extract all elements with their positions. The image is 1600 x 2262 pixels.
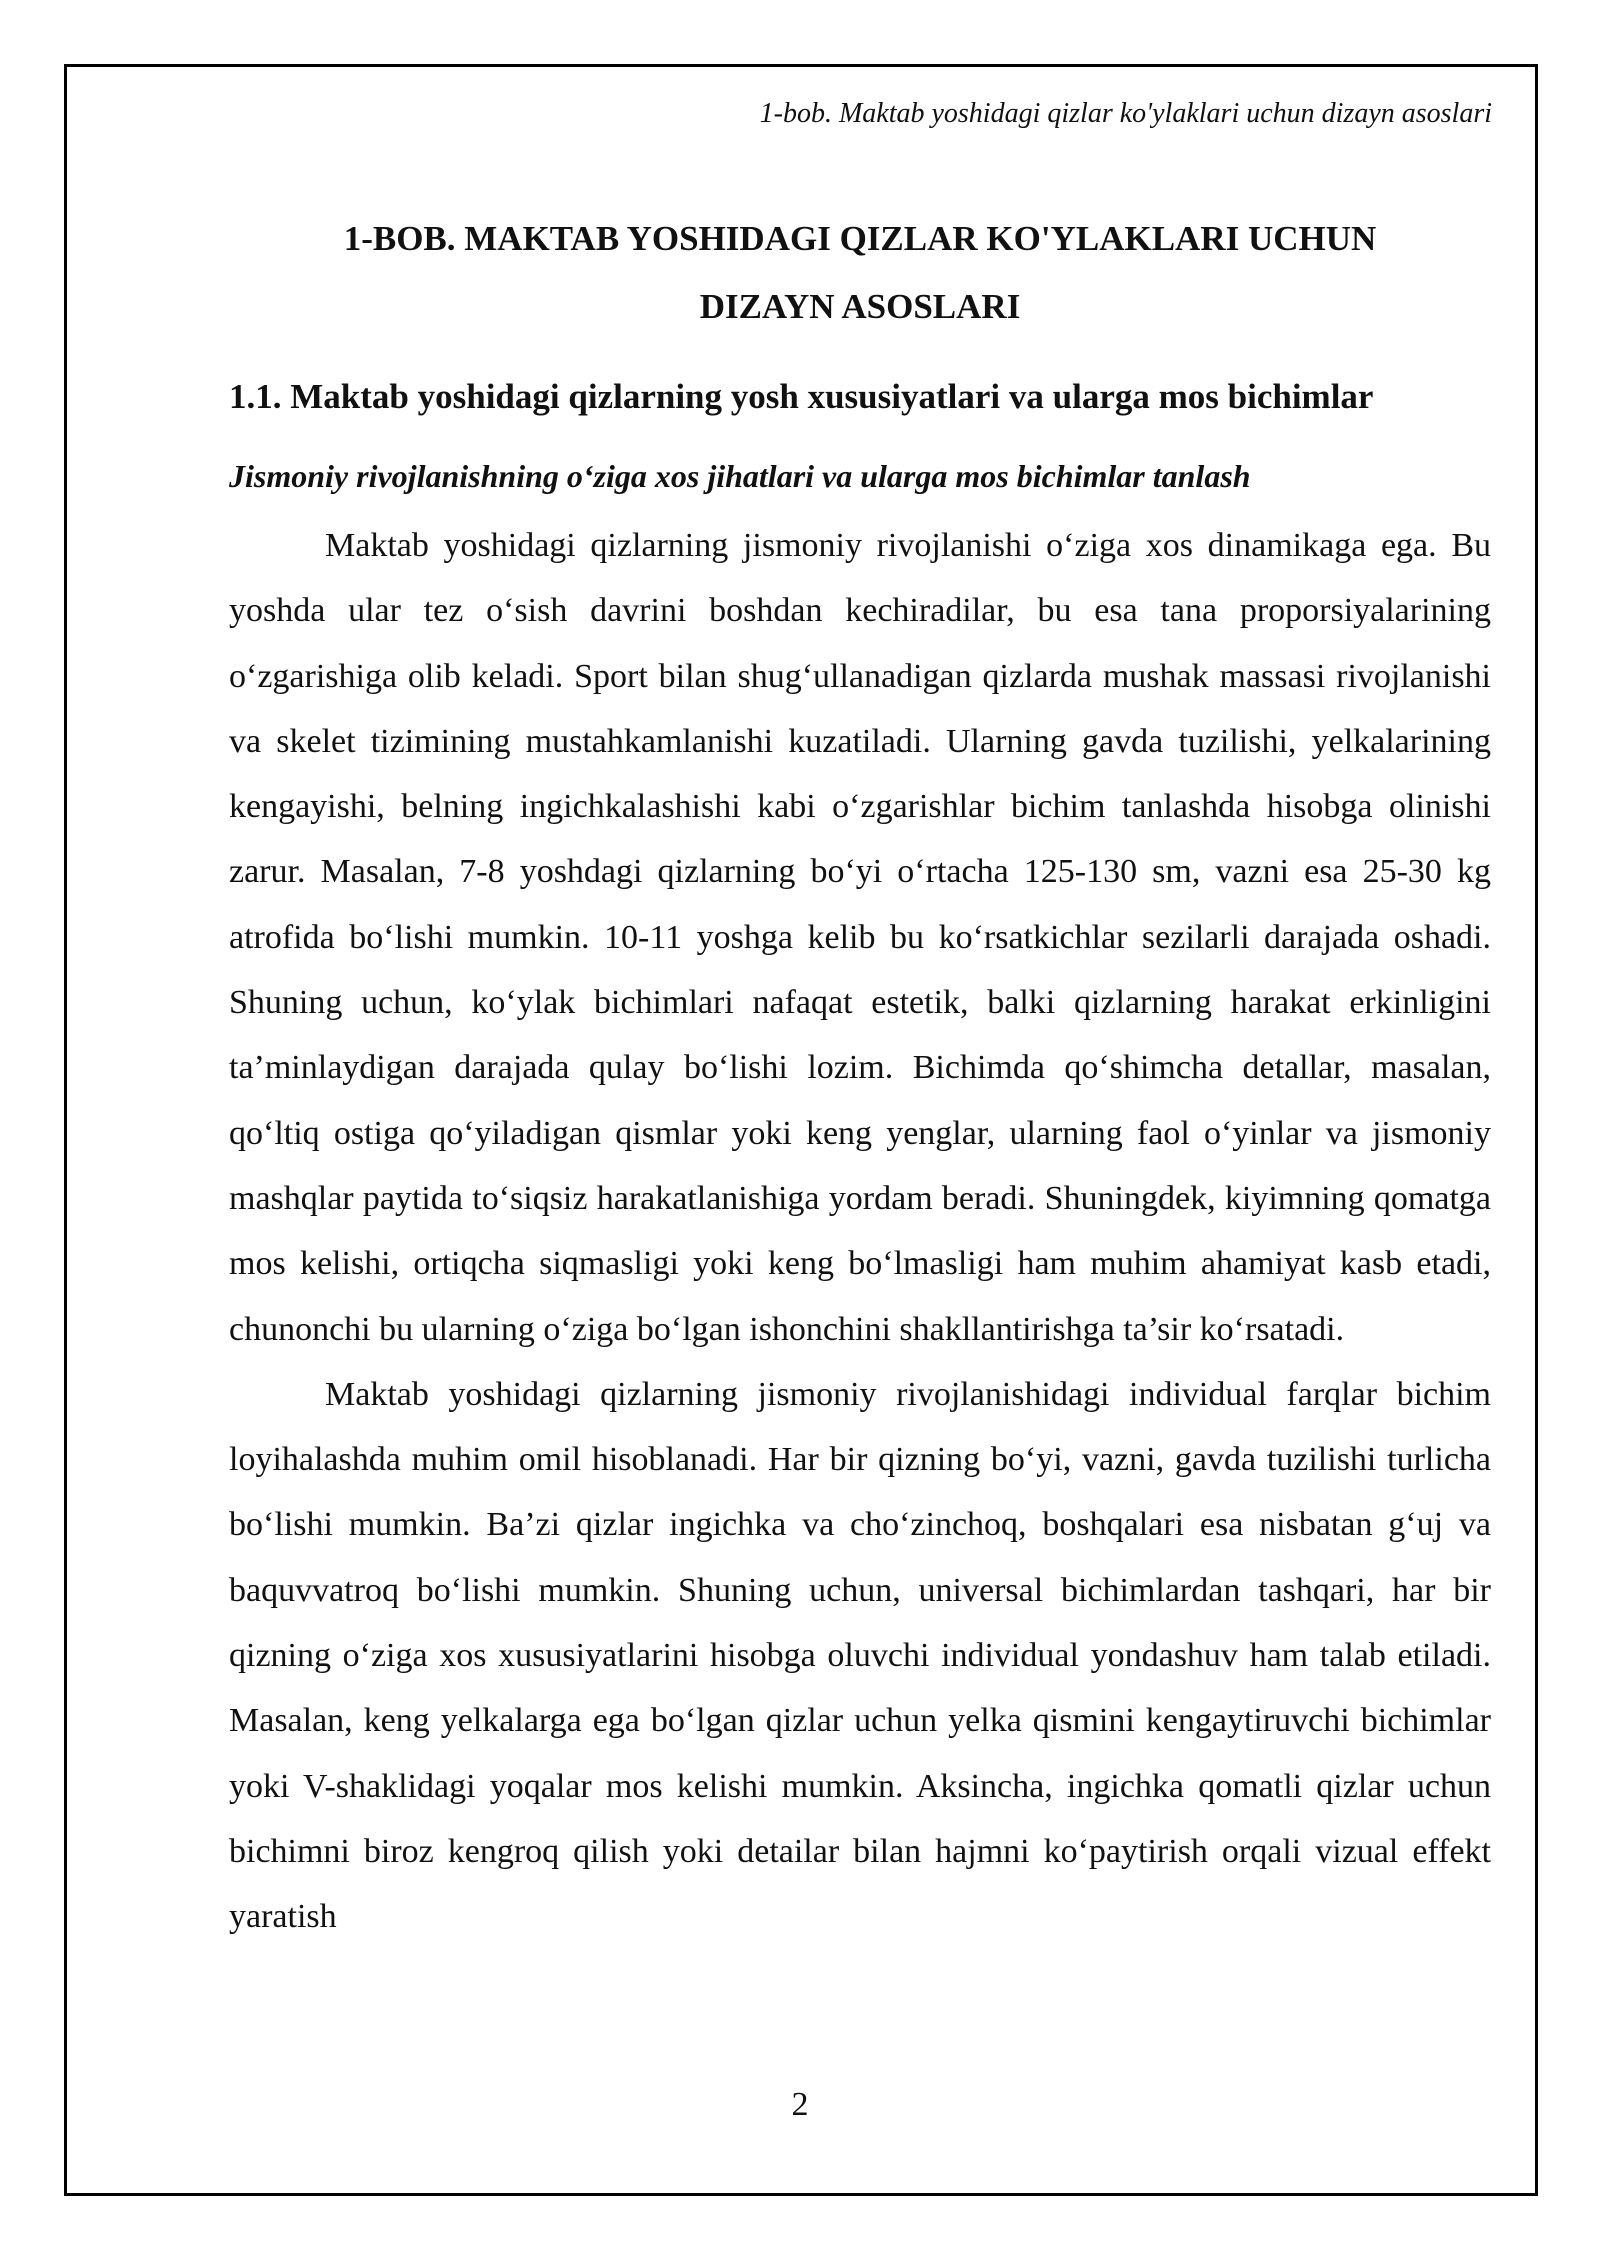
body-paragraph: Maktab yoshidagi qizlarning jismoniy rivojlanishi o‘ziga xos dinamikaga ega. Bu yoshda ular tez o‘sish davrini boshdan kechiradilar, bu esa tana proporsiyalarining o‘zgarishiga olib keladi. Sport bilan shug‘ullanadigan qizlarda mushak massasi rivojlanishi va skelet tizimining mustahkamlanishi kuzatiladi. Ularning gavda tuzilishi, yelkalarining kengayishi, belning ingichkalashishi kabi o‘zgarishlar bichim tanlashda hisobga olinishi zarur. Masalan, 7-8 yoshdagi qizlarning bo‘yi o‘rtacha 125-130 sm, vazni esa 25-30 kg atrofida bo‘lishi mumkin. 10-11 yoshga kelib bu ko‘rsatkichlar sezilarli darajada oshadi. Shuning uchun, ko‘ylak bichimlari nafaqat estetik, balki qizlarning harakat erkinligini ta’minlaydigan darajada qulay bo‘lishi lozim. Bichimda qo‘shimcha detallar, masalan, qo‘ltiq ostiga qo‘yiladigan qismlar yoki keng yenglar, ularning faol o‘yinlar va jismoniy mashqlar paytida to‘siqsiz harakatlanishiga yordam beradi. Shuningdek, kiyimning qomatga mos kelishi, ortiqcha siqmasligi yoki keng bo‘lmasligi ham muhim ahamiyat kasb etadi, chunonchi bu ularning o‘ziga bo‘lgan ishonchini shakllantirishga ta’sir ko‘rsatadi.: [229, 527, 1491, 1348]
running-header: 1-bob. Maktab yoshidagi qizlar ko'ylaklari uchun dizayn asoslari: [759, 98, 1492, 129]
page-number: 2: [791, 2086, 809, 2123]
body-paragraph: Maktab yoshidagi qizlarning jismoniy rivojlanishidagi individual farqlar bichim loyihalashda muhim omil hisoblanadi. Har bir qizning bo‘yi, vazni, gavda tuzilishi turlicha bo‘lishi mumkin. Ba’zi qizlar ingichka va cho‘zinchoq, boshqalari esa nisbatan g‘uj va baquvvatroq bo‘lishi mumkin. Shuning uchun, universal bichimlardan tashqari, har bir qizning o‘ziga xos xususiyatlarini hisobga oluvchi individual yondashuv ham talab etiladi. Masalan, keng yelkalarga ega bo‘lgan qizlar uchun yelka qismini kengaytiruvchi bichimlar yoki V-shaklidagi yoqalar mos kelishi mumkin. Aksincha, ingichka qomatli qizlar uchun bichimni biroz kengroq qilish yoki detailar bilan hajmni ko‘paytirish orqali vizual effekt yaratish: [229, 1375, 1491, 1936]
section-title: 1.1. Maktab yoshidagi qizlarning yosh xususiyatlari va ularga mos bichimlar: [229, 377, 1374, 416]
chapter-title: 1-BOB. MAKTAB YOSHIDAGI QIZLAR KO'YLAKLARI UCHUN DIZAYN ASOSLARI: [343, 219, 1377, 326]
subsection-title: Jismoniy rivojlanishning o‘ziga xos jihatlari va ularga mos bichimlar tanlash: [229, 458, 1251, 494]
document-body: [229, 205, 1491, 1950]
